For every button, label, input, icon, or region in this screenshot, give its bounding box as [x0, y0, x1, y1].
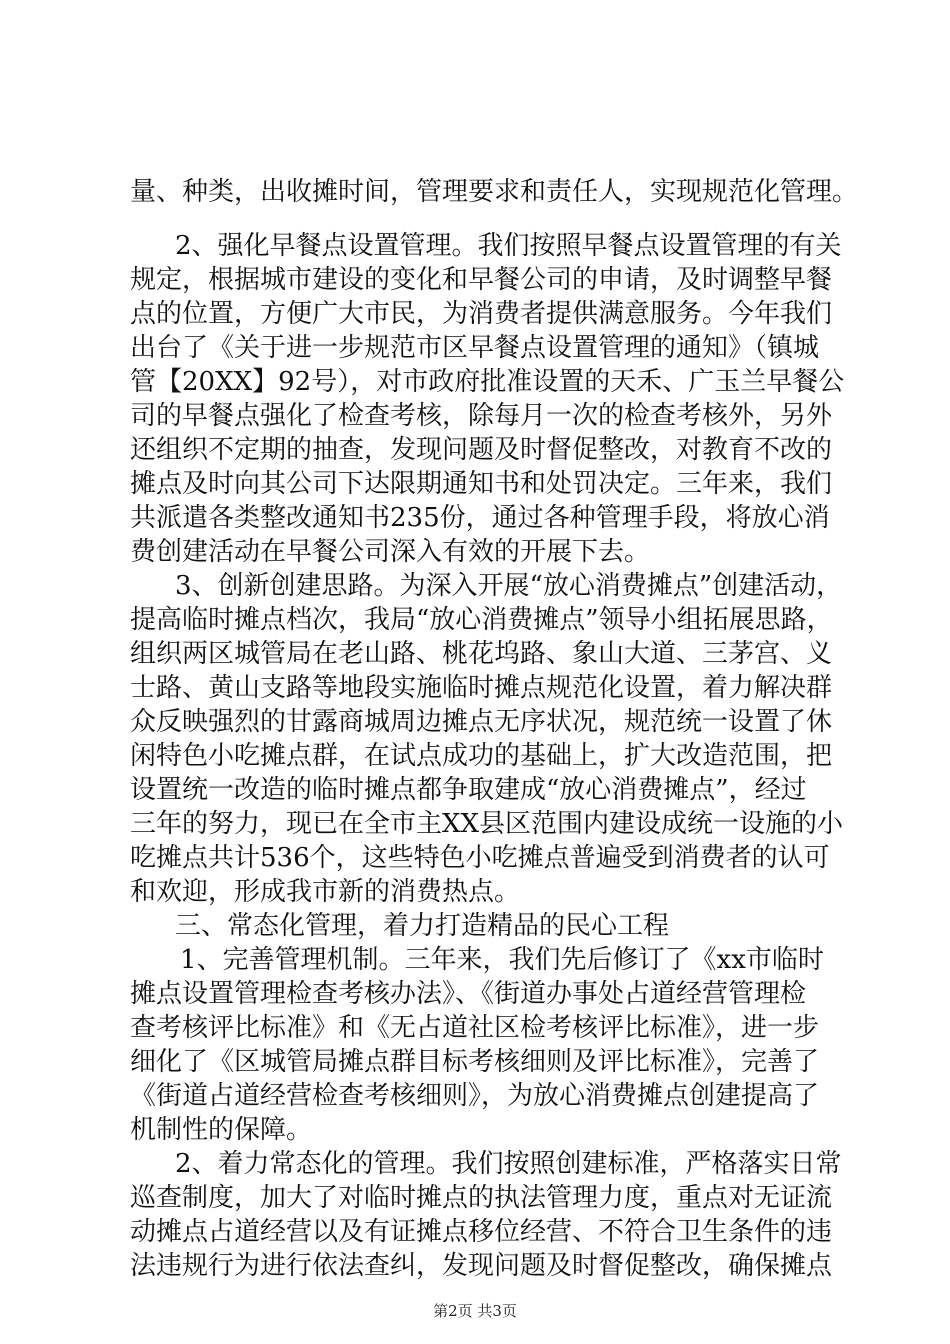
- text-line: 摊点及时向其公司下达限期通知书和处罚决定。三年来，我们: [130, 469, 833, 499]
- section-heading: 三、常态化管理，着力打造精品的民心工程: [175, 911, 670, 941]
- text-line: 查考核评比标准》和《无占道社区检考核评比标准》，进一步: [130, 1013, 820, 1043]
- text-line: 出台了《关于进一步规范市区早餐点设置管理的通知》（镇城: [130, 333, 820, 363]
- text-line: 司的早餐点强化了检查考核，除每月一次的检查考核外，另外: [130, 401, 833, 431]
- text-line: 众反映强烈的甘露商城周边摊点无序状况，规范统一设置了休: [130, 707, 833, 737]
- text-line: 法违规行为进行依法查纠，发现问题及时督促整改，确保摊点: [130, 1251, 833, 1281]
- text-line: 2、强化早餐点设置管理。我们按照早餐点设置管理的有关: [175, 231, 842, 261]
- text-line: 1、完善管理机制。三年来，我们先后修订了《xx市临时: [180, 945, 824, 975]
- text-line: 摊点设置管理检查考核办法》、《街道办事处占道经营管理检: [130, 979, 807, 1009]
- text-line: 量、种类，出收摊时间，管理要求和责任人，实现规范化管理。: [130, 177, 859, 207]
- text-line: 共派遣各类整改通知书235份，通过各种管理手段，将放心消: [130, 503, 830, 533]
- text-line: 动摊点占道经营以及有证摊点移位经营、不符合卫生条件的违: [130, 1217, 833, 1247]
- text-line: 管【20XX】92号），对市政府批准设置的天禾、广玉兰早餐公: [130, 367, 845, 397]
- text-line: 组织两区城管局在老山路、桃花坞路、象山大道、三茅宫、义: [130, 639, 833, 669]
- page-footer: 第2页 共3页: [433, 1302, 517, 1320]
- text-line: 提高临时摊点档次，我局“放心消费摊点”领导小组拓展思路，: [130, 605, 833, 635]
- text-line: 细化了《区城管局摊点群目标考核细则及评比标准》，完善了: [130, 1047, 820, 1077]
- text-line: 3、创新创建思路。为深入开展“放心消费摊点”创建活动，: [175, 571, 843, 601]
- text-line: 费创建活动在早餐公司深入有效的开展下去。: [130, 537, 651, 567]
- text-line: 点的位置，方便广大市民，为消费者提供满意服务。今年我们: [130, 299, 833, 329]
- text-line: 还组织不定期的抽查，发现问题及时督促整改，对教育不改的: [130, 435, 833, 465]
- text-line: 《街道占道经营检查考核细则》，为放心消费摊点创建提高了: [130, 1081, 820, 1111]
- text-line: 三年的努力，现已在全市主XX县区范围内建设成统一设施的小: [130, 809, 844, 839]
- text-line: 机制性的保障。: [130, 1115, 313, 1145]
- text-line: 和欢迎，形成我市新的消费热点。: [130, 877, 521, 907]
- text-line: 吃摊点共计536个，这些特色小吃摊点普遍受到消费者的认可: [130, 843, 830, 873]
- text-line: 2、着力常态化的管理。我们按照创建标准，严格落实日常: [175, 1149, 842, 1179]
- text-line: 设置统一改造的临时摊点都争取建成“放心消费摊点”，经过: [130, 775, 807, 805]
- text-line: 闲特色小吃摊点群，在试点成功的基础上，扩大改造范围，把: [130, 741, 833, 771]
- text-line: 士路、黄山支路等地段实施临时摊点规范化设置，着力解决群: [130, 673, 833, 703]
- text-line: 规定，根据城市建设的变化和早餐公司的申请，及时调整早餐: [130, 265, 833, 295]
- text-line: 巡查制度，加大了对临时摊点的执法管理力度，重点对无证流: [130, 1183, 833, 1213]
